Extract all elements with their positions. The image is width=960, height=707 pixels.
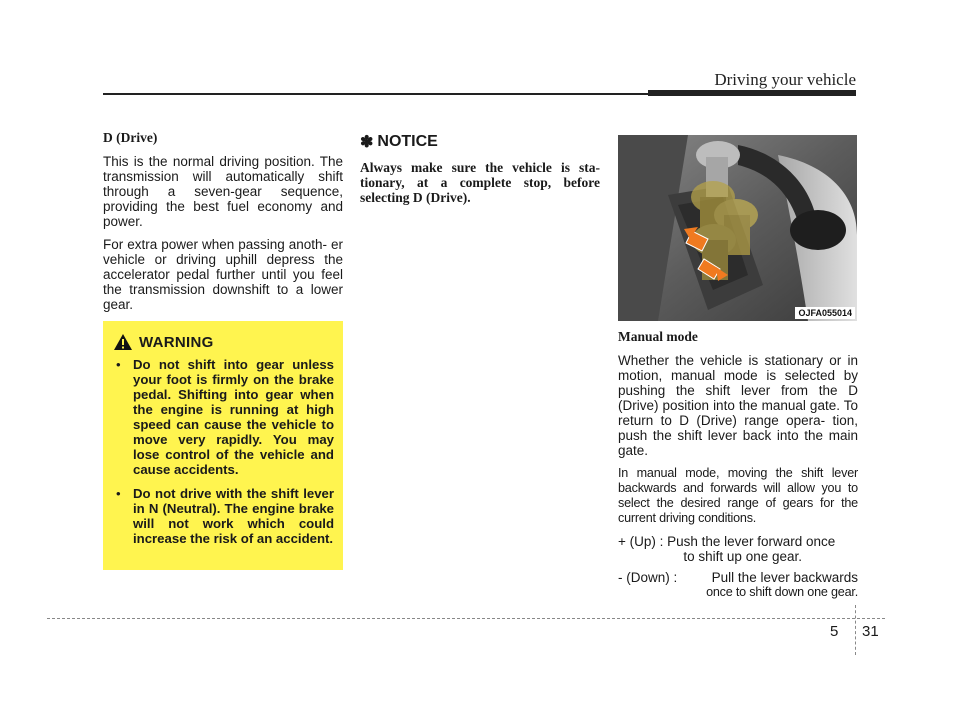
shift-lever-photo <box>618 135 857 321</box>
definition-desc: Pull the lever backwards <box>711 570 858 585</box>
figure-code: OJFA055014 <box>795 307 855 319</box>
notice-title: NOTICE <box>377 133 438 150</box>
drive-heading: D (Drive) <box>103 130 158 145</box>
warning-triangle-icon <box>113 333 133 351</box>
warning-title: WARNING <box>139 333 214 351</box>
footer-separator <box>855 605 856 655</box>
definition-desc: Push the lever forward once <box>667 534 836 549</box>
shift-lever-illustration <box>618 135 857 321</box>
chapter-number: 5 <box>830 623 839 640</box>
column-notice <box>360 130 600 205</box>
warning-item: • Do not shift into gear unless your foot is firmly on the brake pedal. Shifting into gear when the engine is running at high speed can cause the vehicle to move very rapidly. You may lose control of the vehicle and cause accidents. <box>113 357 334 477</box>
column-manual <box>618 135 858 606</box>
definition-down <box>618 570 858 600</box>
drive-paragraph-2: For extra power when passing anoth- er vehicle or driving uphill depress the accelerator pedal further until you feel the transmission downshift to a lower gear. <box>103 237 343 312</box>
definition-continuation: once to shift down one gear. <box>706 585 858 599</box>
warning-box <box>103 321 343 570</box>
manual-heading: Manual mode <box>618 329 698 344</box>
warning-header <box>113 333 334 351</box>
definition-term: + (Up) : <box>618 534 668 549</box>
page-number: 31 <box>862 623 879 640</box>
manual-paragraph-1: Whether the vehicle is stationary or in motion, manual mode is selected by pushing the shift lever from the D (Drive) position into the manual gate. To return to D (Drive) range opera- tion, push the shift lever back into the main gate. <box>618 353 858 458</box>
warning-item: • Do not drive with the shift lever in N (Neutral). The engine brake will not work which could increase the risk of an accident. <box>113 486 334 546</box>
manual-mode-section <box>618 329 858 600</box>
column-drive <box>103 130 343 320</box>
definition-continuation: to shift up one gear. <box>683 549 802 564</box>
footer-rule <box>47 618 885 619</box>
notice-star-icon: ✽ <box>360 134 374 151</box>
definition-term: - (Down) : <box>618 570 682 585</box>
definition-up <box>618 534 858 564</box>
header-rule-accent <box>648 90 856 96</box>
manual-paragraph-2: In manual mode, moving the shift lever backwards and forwards will allow you to select the desired range of gears for the current driving conditions. <box>618 466 858 525</box>
notice-header <box>360 132 600 152</box>
drive-paragraph-1: This is the normal driving position. The transmission will automatically shift through a seven-gear sequence, providing the best fuel economy and power. <box>103 154 343 229</box>
notice-text: Always make sure the vehicle is sta- tionary, at a complete stop, before selecting D (Drive). <box>360 160 600 205</box>
warning-list <box>113 357 334 546</box>
running-header: Driving your vehicle <box>714 70 856 89</box>
